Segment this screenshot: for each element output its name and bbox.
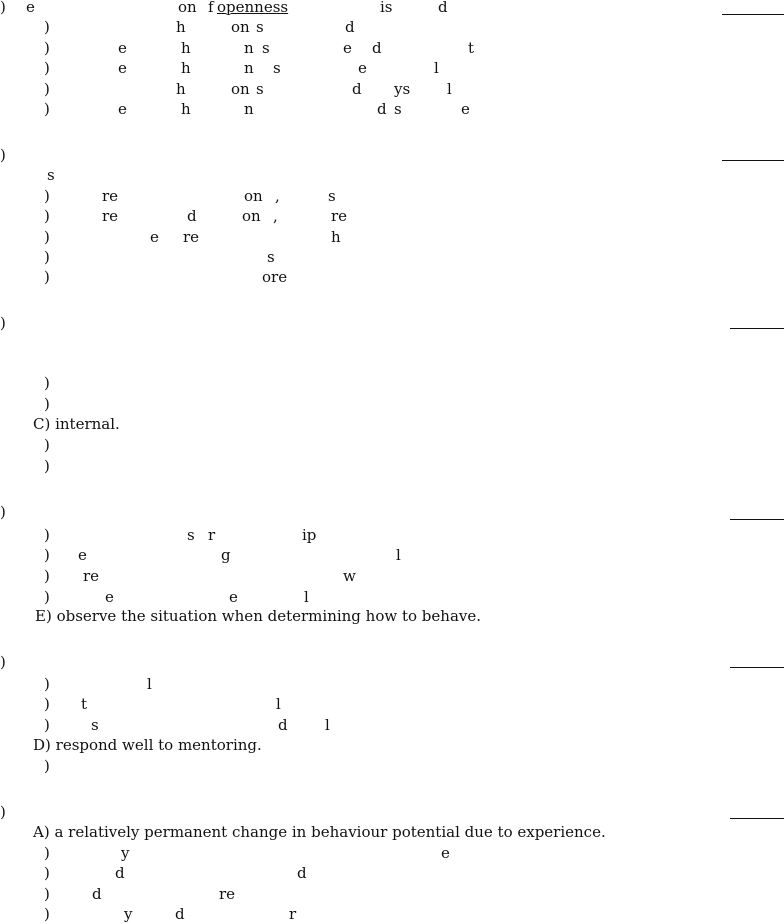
text-fragment: ) — [44, 757, 50, 775]
text-fragment: s — [394, 100, 402, 118]
answer-option: C) internal. — [33, 415, 120, 433]
text-fragment: on — [244, 187, 263, 205]
text-fragment: s — [262, 39, 270, 57]
text-fragment: on — [242, 207, 261, 225]
text-fragment: d — [372, 39, 382, 57]
text-fragment: e — [26, 0, 35, 16]
text-fragment: n — [244, 100, 254, 118]
text-fragment: e — [78, 546, 87, 564]
text-fragment: ) — [0, 503, 6, 521]
answer-blank-2[interactable] — [722, 160, 784, 161]
text-fragment: d — [278, 716, 288, 734]
text-fragment: h — [331, 228, 341, 246]
text-fragment: h — [181, 59, 191, 77]
text-fragment: h — [181, 39, 191, 57]
text-fragment: ) — [44, 695, 50, 713]
text-fragment: s — [273, 59, 281, 77]
text-fragment: h — [181, 100, 191, 118]
text-fragment: ) — [0, 0, 6, 16]
text-fragment: ) — [44, 187, 50, 205]
text-fragment: d — [377, 100, 387, 118]
text-fragment: s — [256, 80, 264, 98]
text-fragment: ) — [44, 100, 50, 118]
text-fragment: d — [115, 864, 125, 882]
answer-blank-3[interactable] — [730, 328, 784, 329]
text-fragment: l — [447, 80, 452, 98]
text-fragment: ) — [44, 374, 50, 392]
text-fragment: d — [175, 905, 185, 923]
text-fragment: s — [47, 166, 55, 184]
text-fragment: ) — [44, 59, 50, 77]
text-fragment: s — [267, 248, 275, 266]
text-fragment: h — [176, 18, 186, 36]
text-fragment: d — [187, 207, 197, 225]
text-fragment: w — [343, 567, 356, 585]
text-fragment: e — [118, 59, 127, 77]
text-fragment: ) — [44, 228, 50, 246]
text-fragment: ) — [44, 588, 50, 606]
answer-option: A) a relatively permanent change in behaviour potential due to experience. — [33, 823, 606, 841]
answer-blank-5[interactable] — [730, 667, 784, 668]
text-fragment: ) — [44, 207, 50, 225]
text-fragment: ) — [44, 675, 50, 693]
text-fragment: r — [208, 526, 216, 544]
text-fragment: openness — [217, 0, 289, 16]
text-fragment: s — [328, 187, 336, 205]
text-fragment: l — [396, 546, 401, 564]
text-fragment: l — [147, 675, 152, 693]
text-fragment: ) — [44, 395, 50, 413]
text-fragment: re — [183, 228, 200, 246]
text-fragment: ) — [44, 716, 50, 734]
text-fragment: e — [118, 39, 127, 57]
text-fragment: on — [231, 80, 250, 98]
answer-option: E) observe the situation when determining how to behave. — [35, 607, 482, 625]
text-fragment: h — [176, 80, 186, 98]
text-fragment: t — [81, 695, 88, 713]
text-fragment: , — [275, 187, 280, 205]
text-fragment: , — [273, 207, 278, 225]
text-fragment: e — [118, 100, 127, 118]
text-fragment: ) — [44, 39, 50, 57]
text-fragment: t — [468, 39, 475, 57]
text-fragment: y — [121, 844, 130, 862]
answer-blank-1[interactable] — [722, 14, 784, 15]
text-fragment: l — [304, 588, 309, 606]
text-fragment: ) — [44, 248, 50, 266]
text-fragment: ) — [44, 526, 50, 544]
text-fragment: e — [150, 228, 159, 246]
text-fragment: ) — [0, 146, 6, 164]
answer-blank-6[interactable] — [730, 818, 784, 819]
text-fragment: on — [178, 0, 197, 16]
text-fragment: ore — [262, 268, 288, 286]
text-fragment: d — [297, 864, 307, 882]
text-fragment: d — [92, 885, 102, 903]
text-fragment: is — [380, 0, 393, 16]
text-fragment: re — [102, 207, 119, 225]
text-fragment: ) — [44, 18, 50, 36]
text-fragment: e — [461, 100, 470, 118]
text-fragment: ys — [394, 80, 411, 98]
text-fragment: d — [352, 80, 362, 98]
text-fragment: ) — [44, 457, 50, 475]
text-fragment: e — [105, 588, 114, 606]
text-fragment: n — [244, 59, 254, 77]
text-fragment: d — [438, 0, 448, 16]
text-fragment: on — [231, 18, 250, 36]
text-fragment: s — [187, 526, 195, 544]
text-fragment: ) — [44, 567, 50, 585]
text-fragment: ) — [44, 436, 50, 454]
text-fragment: re — [331, 207, 348, 225]
text-fragment: l — [325, 716, 330, 734]
text-fragment: re — [83, 567, 100, 585]
text-fragment: g — [221, 546, 231, 564]
text-fragment: re — [219, 885, 236, 903]
text-fragment: n — [244, 39, 254, 57]
text-fragment: d — [345, 18, 355, 36]
text-fragment: ) — [44, 885, 50, 903]
text-fragment: ) — [0, 803, 6, 821]
text-fragment: e — [229, 588, 238, 606]
text-fragment: e — [441, 844, 450, 862]
text-fragment: ) — [44, 80, 50, 98]
answer-blank-4[interactable] — [730, 519, 784, 520]
text-fragment: e — [343, 39, 352, 57]
text-fragment: e — [358, 59, 367, 77]
text-fragment: y — [124, 905, 133, 923]
text-fragment: s — [91, 716, 99, 734]
text-fragment: ) — [44, 268, 50, 286]
text-fragment: ) — [44, 905, 50, 923]
text-fragment: ) — [44, 844, 50, 862]
text-fragment: r — [289, 905, 297, 923]
text-fragment: re — [102, 187, 119, 205]
text-fragment: ) — [0, 314, 6, 332]
answer-option: D) respond well to mentoring. — [33, 736, 262, 754]
text-fragment: ) — [0, 653, 6, 671]
text-fragment: s — [256, 18, 264, 36]
text-fragment: ip — [302, 526, 317, 544]
text-fragment: ) — [44, 546, 50, 564]
text-fragment: l — [276, 695, 281, 713]
text-fragment: l — [434, 59, 439, 77]
text-fragment: f — [208, 0, 214, 16]
text-fragment: ) — [44, 864, 50, 882]
